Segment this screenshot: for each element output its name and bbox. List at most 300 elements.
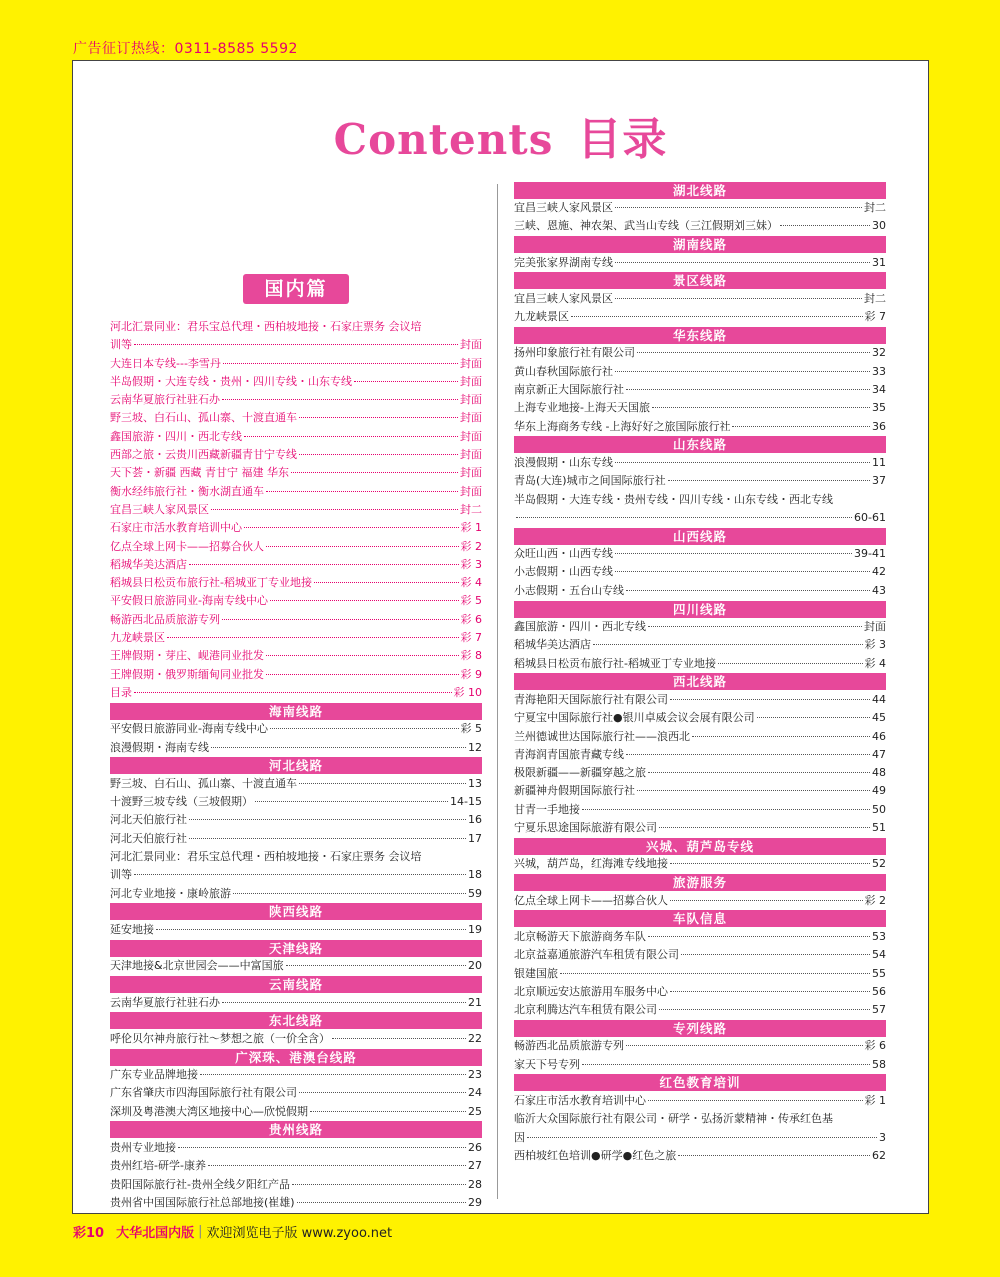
dot-leader [560, 973, 870, 974]
toc-entry-page: 53 [872, 929, 886, 943]
toc-entry-page: 24 [468, 1086, 482, 1100]
left-column [110, 274, 482, 1212]
toc-entry[interactable] [514, 290, 886, 308]
toc-entry[interactable] [110, 519, 482, 537]
dot-leader [189, 819, 466, 820]
dot-leader [626, 590, 870, 591]
toc-entry-title: 完美张家界湖南专线 [514, 255, 613, 269]
dot-leader [648, 626, 862, 627]
toc-entry-page: 14-15 [450, 795, 482, 809]
dot-leader [668, 480, 870, 481]
toc-entry-page: 11 [872, 455, 886, 469]
dot-leader [659, 1009, 870, 1010]
dot-leader [626, 1045, 863, 1046]
toc-entry[interactable] [514, 946, 886, 964]
section-header: 东北线路 [110, 1012, 482, 1029]
toc-entry-title: 宁夏乐思途国际旅游有限公司 [514, 821, 657, 835]
toc-entry-page: 42 [872, 565, 886, 579]
dot-leader [670, 863, 870, 864]
section-header: 车队信息 [514, 910, 886, 927]
dot-leader [299, 417, 458, 418]
title-en: Contents [333, 115, 554, 164]
toc-entry[interactable] [110, 1066, 482, 1084]
toc-entry-title: 稻城县日松贡布旅行社-稻城亚丁专业地接 [110, 576, 312, 590]
toc-entry[interactable] [110, 830, 482, 848]
toc-entry[interactable] [514, 801, 886, 819]
toc-entry[interactable] [110, 885, 482, 903]
toc-entry-title: 亿点全球上网卡——招募合伙人 [514, 893, 668, 907]
toc-entry-title: 河北天伯旅行社 [110, 813, 187, 827]
toc-entry-title: 大连日本专线---李雪丹 [110, 356, 221, 370]
toc-entry-page: 48 [872, 766, 886, 780]
toc-entry-page: 32 [872, 346, 886, 360]
toc-entry-page: 47 [872, 747, 886, 761]
toc-entry-title: 众旺山西・山西专线 [514, 547, 613, 561]
toc-entry-page: 封面 [460, 393, 482, 407]
toc-entry-title: 青海润青国旅青藏专线 [514, 747, 624, 761]
toc-entry[interactable] [514, 399, 886, 417]
toc-entry[interactable] [110, 391, 482, 409]
toc-entry[interactable] [514, 1092, 886, 1110]
toc-entry[interactable] [110, 483, 482, 501]
dot-leader [516, 517, 852, 518]
toc-entry-page: 彩 9 [460, 667, 482, 681]
toc-entry-page: 封面 [460, 429, 482, 443]
toc-entry[interactable] [514, 1147, 886, 1165]
toc-entry-title: 河北天伯旅行社 [110, 831, 187, 845]
dot-leader [211, 747, 466, 748]
toc-entry-page: 3 [879, 1130, 886, 1144]
dot-leader [222, 399, 458, 400]
toc-entry-page: 30 [872, 219, 886, 233]
toc-entry-page: 29 [468, 1195, 482, 1209]
toc-entry-title: 畅游西北品质旅游专列 [514, 1039, 624, 1053]
dot-leader [637, 790, 870, 791]
toc-entry-title: 稻城华美达酒店 [514, 638, 591, 652]
toc-entry-title: 畅游西北品质旅游专列 [110, 612, 220, 626]
toc-entry[interactable] [514, 928, 886, 946]
toc-entry-title: 广东专业品牌地接 [110, 1068, 198, 1082]
section-header: 湖北线路 [514, 182, 886, 199]
toc-entry-page: 58 [872, 1057, 886, 1071]
dot-leader [299, 783, 466, 784]
dot-leader [757, 717, 870, 718]
toc-entry-page: 28 [468, 1177, 482, 1191]
toc-entry-page: 封面 [460, 466, 482, 480]
dot-leader [266, 655, 459, 656]
toc-entry[interactable] [110, 647, 482, 665]
toc-entry-title: 天下荟・新疆 西藏 青甘宁 福建 华东 [110, 466, 289, 480]
toc-entry[interactable] [514, 1037, 886, 1055]
toc-entry[interactable] [110, 739, 482, 757]
toc-entry[interactable] [514, 308, 886, 326]
toc-entry-title: 贵阳国际旅行社-贵州全线夕阳红产品 [110, 1177, 290, 1191]
toc-entry-title: 云南华夏旅行社驻石办 [110, 393, 220, 407]
toc-entry-page: 封面 [864, 620, 886, 634]
toc-entry-title: 西部之旅・云贵川西藏新疆青甘宁专线 [110, 448, 297, 462]
toc-entry-page: 39-41 [854, 547, 886, 561]
toc-entry[interactable] [110, 793, 482, 811]
toc-entry[interactable] [110, 1194, 482, 1212]
toc-entry[interactable] [110, 446, 482, 464]
toc-entry[interactable] [514, 454, 886, 472]
toc-entry-title: 王牌假期・俄罗斯缅甸同业批发 [110, 667, 264, 681]
toc-entry-page: 46 [872, 729, 886, 743]
toc-entry[interactable] [514, 1056, 886, 1074]
section-header: 云南线路 [110, 976, 482, 993]
toc-entry[interactable] [514, 728, 886, 746]
toc-entry-line1: 河北汇景同业：君乐宝总代理・西柏坡地接・石家庄票务 会议培 [110, 320, 422, 333]
toc-entry-page: 彩 1 [864, 1093, 886, 1107]
dot-leader [648, 772, 870, 773]
toc-entry[interactable] [110, 994, 482, 1012]
toc-entry[interactable] [110, 373, 482, 391]
toc-entry-title: 石家庄市活水教育培训中心 [110, 521, 242, 535]
toc-entry[interactable] [514, 782, 886, 800]
toc-entry-title: 小志假期・五台山专线 [514, 583, 624, 597]
toc-entry-page: 60-61 [854, 510, 886, 524]
section-header: 景区线路 [514, 272, 886, 289]
toc-entry-page: 27 [468, 1159, 482, 1173]
toc-entry-title: 天津地接&北京世园会——中富国旅 [110, 959, 284, 973]
toc-entry-title: 鑫国旅游・四川・西北专线 [514, 620, 646, 634]
footer-edition: 大华北国内版 [116, 1226, 195, 1241]
toc-entry-page: 封二 [460, 502, 482, 516]
title-zh: 目录 [577, 114, 668, 165]
dot-leader [270, 728, 459, 729]
toc-entry[interactable] [514, 363, 886, 381]
page-title [73, 103, 928, 167]
toc-entry[interactable] [110, 921, 482, 939]
hotline: 广告征订热线：0311-8585 5592 [73, 41, 298, 57]
toc-entry[interactable] [110, 1103, 482, 1121]
toc-entry[interactable] [110, 811, 482, 829]
dot-leader [670, 699, 870, 700]
toc-entry-title: 西柏坡红色培训●研学●红色之旅 [514, 1148, 677, 1162]
toc-entry[interactable] [110, 684, 482, 702]
toc-entry-title: 王牌假期・芽庄、岘港同业批发 [110, 649, 264, 663]
toc-entry[interactable] [514, 764, 886, 782]
toc-entry[interactable] [514, 1129, 886, 1147]
toc-entry-page: 59 [468, 886, 482, 900]
dot-leader [222, 1002, 466, 1003]
toc-entry-page: 封面 [460, 411, 482, 425]
toc-entry-page: 封面 [460, 448, 482, 462]
dot-leader [211, 509, 458, 510]
toc-entry[interactable] [110, 1139, 482, 1157]
section-header: 山东线路 [514, 436, 886, 453]
dot-leader [670, 991, 870, 992]
dot-leader [233, 893, 466, 894]
dot-leader [571, 316, 863, 317]
dot-leader [167, 637, 459, 638]
domestic-section-label: 国内篇 [243, 274, 349, 304]
toc-entry[interactable] [110, 556, 482, 574]
section-header: 湖南线路 [514, 236, 886, 253]
toc-entry-title: 新疆神舟假期国际旅行社 [514, 784, 635, 798]
toc-entry[interactable] [514, 217, 886, 235]
left-route-sections [110, 703, 482, 1212]
dot-leader [652, 407, 870, 408]
dot-leader [286, 965, 466, 966]
toc-entry-page: 51 [872, 821, 886, 835]
dot-leader [626, 754, 870, 755]
toc-entry[interactable] [110, 611, 482, 629]
toc-entry-title: 衡水经纬旅行社・衡水湖直通车 [110, 484, 264, 498]
toc-entry-title: 北京畅游天下旅游商务车队 [514, 929, 646, 943]
toc-entry-title: 延安地接 [110, 922, 154, 936]
dot-leader [223, 363, 458, 364]
toc-entry-title: 因 [514, 1130, 525, 1144]
toc-entry[interactable] [514, 965, 886, 983]
dot-leader [615, 553, 852, 554]
toc-entry[interactable] [514, 472, 886, 490]
toc-entry[interactable] [514, 509, 886, 527]
section-header: 广深珠、港澳台线路 [110, 1049, 482, 1066]
toc-entry-title: 兰州德诚世达国际旅行社——浪西北 [514, 729, 690, 743]
right-column [514, 181, 886, 1165]
toc-entry[interactable] [514, 855, 886, 873]
dot-leader [615, 262, 870, 263]
toc-entry-page: 彩 1 [460, 521, 482, 535]
toc-entry[interactable] [514, 983, 886, 1001]
dot-leader [354, 381, 458, 382]
toc-entry[interactable] [110, 957, 482, 975]
dot-leader [156, 929, 466, 930]
toc-entry[interactable] [514, 746, 886, 764]
toc-entry-title: 南京新正大国际旅行社 [514, 383, 624, 397]
toc-entry[interactable] [110, 336, 482, 354]
toc-entry-title: 浪漫假期・海南专线 [110, 740, 209, 754]
toc-entry-page: 49 [872, 784, 886, 798]
toc-entry-title: 半岛假期・大连专线・贵州・四川专线・山东专线 [110, 374, 352, 388]
dot-leader [297, 1202, 466, 1203]
toc-entry-title: 青岛(大连)城市之间国际旅行社 [514, 474, 666, 488]
dot-leader [189, 838, 466, 839]
toc-entry-page: 35 [872, 401, 886, 415]
dot-leader [681, 954, 870, 955]
toc-entry[interactable] [514, 254, 886, 272]
toc-entry-page: 彩 10 [453, 685, 482, 699]
dot-leader [732, 426, 870, 427]
toc-entry[interactable] [514, 819, 886, 837]
toc-entry-page: 彩 6 [864, 1039, 886, 1053]
toc-entry[interactable] [514, 582, 886, 600]
toc-entry-line1: 河北汇景同业：君乐宝总代理・西柏坡地接・石家庄票务 会议培 [110, 850, 422, 864]
dot-leader [134, 344, 458, 345]
toc-entry-title: 九龙峡景区 [514, 310, 569, 324]
dot-leader [718, 663, 863, 664]
dot-leader [678, 1155, 870, 1156]
toc-entry-title: 九龙峡景区 [110, 631, 165, 645]
toc-entry[interactable] [110, 538, 482, 556]
toc-entry-page: 31 [872, 255, 886, 269]
toc-entry-page: 彩 2 [864, 893, 886, 907]
dot-leader [244, 436, 458, 437]
toc-entry-page: 封二 [864, 291, 886, 305]
toc-entry[interactable] [110, 592, 482, 610]
toc-entry-page: 56 [872, 984, 886, 998]
toc-entry[interactable] [514, 563, 886, 581]
dot-leader [292, 1184, 466, 1185]
right-route-sections [514, 182, 886, 1166]
toc-entry-title: 北京顺远安达旅游用车服务中心 [514, 984, 668, 998]
toc-entry-page: 17 [468, 831, 482, 845]
dot-leader [615, 462, 870, 463]
dot-leader [200, 1074, 466, 1075]
toc-entry-page: 18 [468, 868, 482, 882]
toc-entry[interactable] [110, 666, 482, 684]
toc-entry[interactable] [110, 464, 482, 482]
toc-entry-title: 亿点全球上网卡——招募合伙人 [110, 539, 264, 553]
toc-entry-title: 深圳及粤港澳大湾区地接中心—欣悦假期 [110, 1104, 308, 1118]
domestic-list [110, 318, 482, 702]
toc-entry-title: 野三坡、白石山、孤山寨、十渡直通车 [110, 776, 297, 790]
toc-entry-page: 52 [872, 857, 886, 871]
toc-entry-page: 12 [468, 740, 482, 754]
dot-leader [178, 1147, 466, 1148]
toc-entry-page: 封二 [864, 201, 886, 214]
dot-leader [527, 1137, 877, 1138]
dot-leader [208, 1165, 466, 1166]
section-header: 旅游服务 [514, 874, 886, 891]
dot-leader [255, 801, 448, 802]
toc-entry-page: 16 [468, 813, 482, 827]
section-header: 河北线路 [110, 757, 482, 774]
toc-entry[interactable] [514, 545, 886, 563]
section-header: 西北线路 [514, 673, 886, 690]
toc-entry[interactable] [514, 199, 886, 217]
toc-entry-page: 封面 [460, 484, 482, 498]
toc-entry-title: 稻城县日松贡布旅行社-稻城亚丁专业地接 [514, 656, 716, 670]
section-header: 华东线路 [514, 327, 886, 344]
toc-entry[interactable] [110, 775, 482, 793]
toc-entry-page: 封面 [460, 338, 482, 352]
dot-leader [780, 225, 870, 226]
toc-entry-title: 甘青一手地接 [514, 802, 580, 816]
toc-entry-title: 宜昌三峡人家风景区 [514, 291, 613, 305]
dot-leader [615, 207, 862, 208]
toc-entry-page: 彩 6 [460, 612, 482, 626]
dot-leader [615, 298, 862, 299]
dot-leader [692, 736, 870, 737]
toc-entry-page: 50 [872, 802, 886, 816]
toc-entry[interactable] [514, 709, 886, 727]
dot-leader [244, 527, 459, 528]
toc-entry-title: 北京利腾达汽车租赁有限公司 [514, 1003, 657, 1017]
dot-leader [582, 1064, 870, 1065]
toc-entry-page: 45 [872, 711, 886, 725]
toc-entry[interactable] [110, 1084, 482, 1102]
toc-entry[interactable] [514, 381, 886, 399]
toc-entry-page: 彩 4 [864, 656, 886, 670]
toc-entry-page: 23 [468, 1068, 482, 1082]
toc-entry-page: 54 [872, 948, 886, 962]
section-header: 海南线路 [110, 703, 482, 720]
toc-entry-title: 兴城，葫芦岛，红海滩专线地接 [514, 857, 668, 871]
dot-leader [222, 619, 459, 620]
footer-page-number: 彩10 [73, 1226, 105, 1241]
toc-entry[interactable] [110, 501, 482, 519]
dot-leader [266, 491, 458, 492]
toc-entry-title: 扬州印象旅行社有限公司 [514, 346, 635, 360]
dot-leader [266, 674, 459, 675]
toc-entry[interactable] [514, 344, 886, 362]
section-header: 四川线路 [514, 601, 886, 618]
toc-entry[interactable] [514, 655, 886, 673]
toc-entry[interactable] [110, 428, 482, 446]
toc-entry[interactable] [110, 574, 482, 592]
toc-entry[interactable] [514, 618, 886, 636]
dot-leader [615, 571, 870, 572]
dot-leader [332, 1038, 466, 1039]
toc-entry[interactable] [110, 720, 482, 738]
toc-entry[interactable] [110, 866, 482, 884]
toc-entry-page: 彩 4 [460, 576, 482, 590]
toc-entry-title: 贵州省中国国际旅行社总部地接(崔雄) [110, 1195, 295, 1209]
contents-page [72, 60, 929, 1214]
toc-entry-page: 20 [468, 959, 482, 973]
toc-entry[interactable] [110, 409, 482, 427]
toc-entry[interactable] [110, 1176, 482, 1194]
toc-entry-title: 浪漫假期・山东专线 [514, 455, 613, 469]
toc-entry-page: 彩 3 [864, 638, 886, 652]
toc-entry-page: 彩 2 [460, 539, 482, 553]
toc-entry-title: 平安假日旅游同业-海南专线中心 [110, 722, 268, 736]
dot-leader [134, 692, 452, 693]
toc-entry[interactable] [110, 355, 482, 373]
toc-entry-title: 北京益嘉通旅游汽车租赁有限公司 [514, 948, 679, 962]
toc-entry-title: 宜昌三峡人家风景区 [110, 502, 209, 516]
toc-entry-title: 上海专业地接-上海天天国旅 [514, 401, 650, 415]
dot-leader [593, 644, 863, 645]
toc-entry-page: 44 [872, 692, 886, 706]
toc-entry-title: 石家庄市活水教育培训中心 [514, 1093, 646, 1107]
toc-entry[interactable] [514, 691, 886, 709]
toc-entry[interactable] [514, 1001, 886, 1019]
toc-entry-page: 21 [468, 995, 482, 1009]
toc-entry-title: 训等 [110, 868, 132, 882]
toc-entry[interactable] [514, 418, 886, 436]
toc-entry-page: 封面 [460, 374, 482, 388]
toc-entry[interactable] [110, 629, 482, 647]
toc-entry-page: 55 [872, 966, 886, 980]
toc-entry[interactable] [514, 636, 886, 654]
toc-entry-title: 极限新疆——新疆穿越之旅 [514, 766, 646, 780]
section-header: 贵州线路 [110, 1121, 482, 1138]
dot-leader [299, 1092, 466, 1093]
toc-entry-title: 银建国旅 [514, 966, 558, 980]
toc-entry-page: 22 [468, 1031, 482, 1045]
toc-entry-title: 十渡野三坡专线（三坡假期） [110, 795, 253, 809]
toc-entry[interactable] [514, 892, 886, 910]
toc-entry-page: 43 [872, 583, 886, 597]
toc-entry-page: 彩 5 [460, 594, 482, 608]
column-divider [497, 184, 498, 1199]
toc-entry-title: 鑫国旅游・四川・西北专线 [110, 429, 242, 443]
toc-entry-title: 野三坡、白石山、孤山寨、十渡直通车 [110, 411, 297, 425]
toc-entry-line1: 半岛假期・大连专线・贵州专线・四川专线・山东专线・西北专线 [514, 492, 833, 506]
dot-leader [615, 371, 870, 372]
toc-entry[interactable] [110, 1157, 482, 1175]
toc-entry-title: 稻城华美达酒店 [110, 557, 187, 571]
toc-entry-page: 36 [872, 419, 886, 433]
section-header: 天津线路 [110, 940, 482, 957]
toc-entry[interactable] [110, 1030, 482, 1048]
toc-entry-page: 彩 5 [460, 722, 482, 736]
toc-entry-title: 家天下号专列 [514, 1057, 580, 1071]
footer [73, 1222, 392, 1241]
